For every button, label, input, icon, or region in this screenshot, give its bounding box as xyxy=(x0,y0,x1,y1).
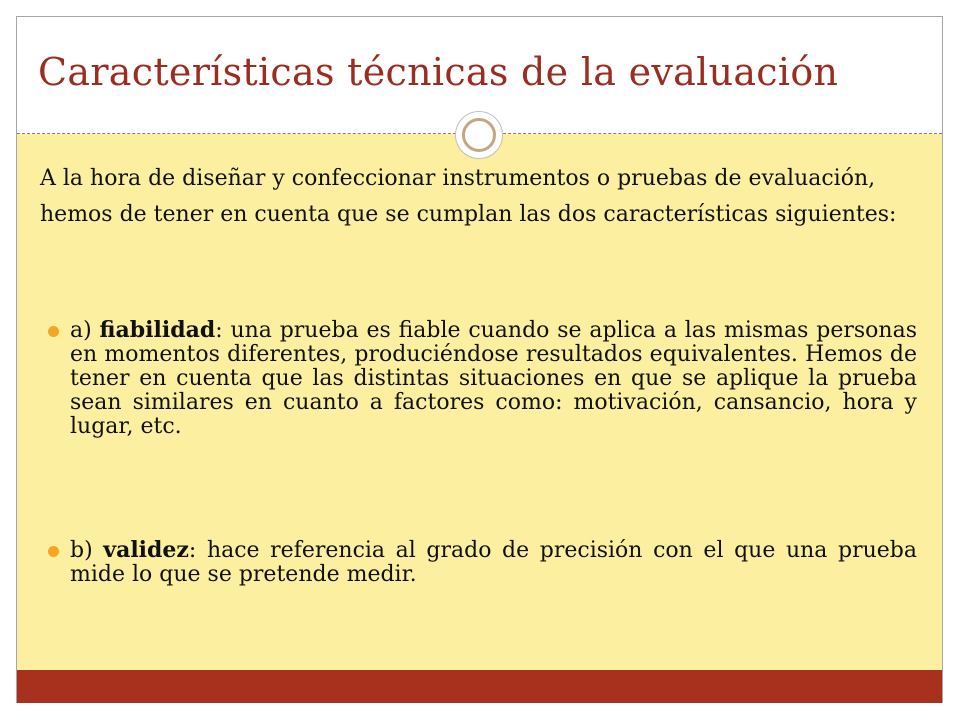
bullet-term: validez xyxy=(103,537,189,563)
slide-title: Características técnicas de la evaluación xyxy=(38,50,839,94)
bullet-text: : hace referencia al grado de precisión con el que una prueba mide lo que se pretende medir. xyxy=(70,538,917,587)
bullet-term: fiabilidad xyxy=(99,317,216,343)
bullet-prefix: a) xyxy=(70,318,100,343)
bullet-dot-icon xyxy=(48,326,59,337)
circle-ornament-inner xyxy=(462,118,496,152)
bullet-text: : una prueba es fiable cuando se aplica a las mismas personas en momentos diferentes, produciéndose resultados equivalentes. Hemos de tener en cuenta que las distintas situaciones en que se aplique la prueba sean similares en cuanto a factores como: motivación, cansancio, hora y lugar, etc. xyxy=(70,318,917,439)
bottom-accent-bar xyxy=(17,670,942,703)
circle-ornament-icon xyxy=(455,111,503,159)
bullet-item-fiabilidad xyxy=(70,318,917,439)
bullet-prefix: b) xyxy=(70,538,104,563)
bullet-dot-icon xyxy=(48,546,59,557)
intro-paragraph: A la hora de diseñar y confeccionar instrumentos o pruebas de evaluación, hemos de tener en cuenta que se cumplan las dos características siguientes: xyxy=(40,166,897,227)
bullet-item-validez xyxy=(70,538,917,587)
